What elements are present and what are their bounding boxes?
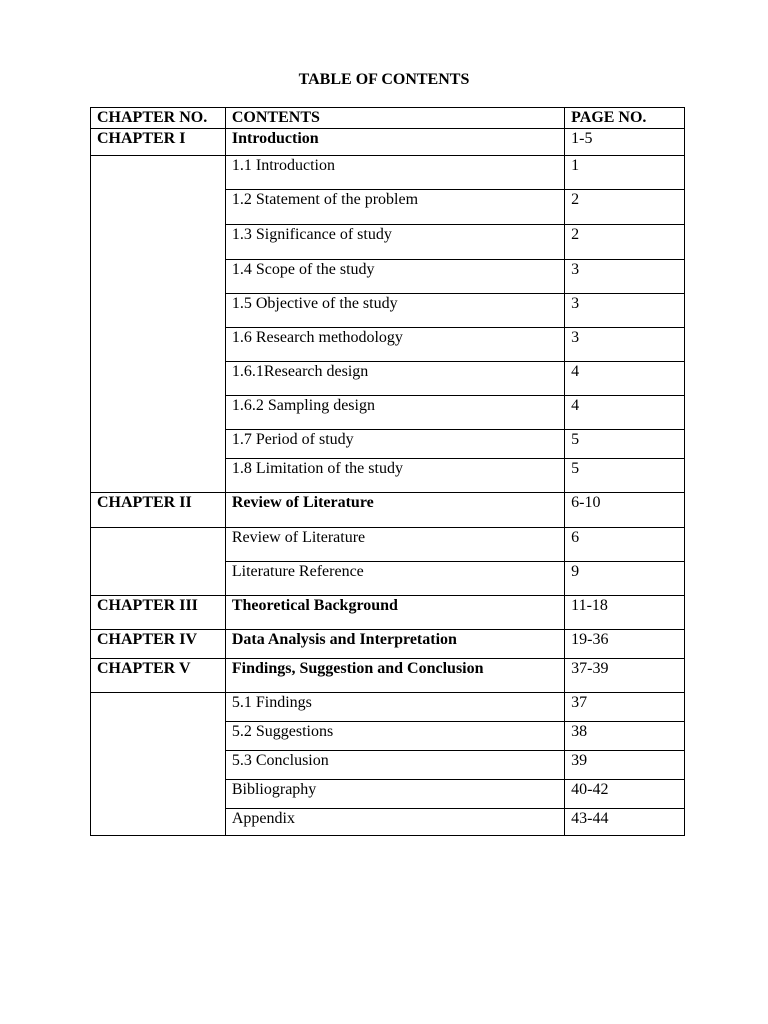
page-title: TABLE OF CONTENTS [298, 71, 470, 88]
page-number: 38 [565, 722, 685, 751]
page-number: 3 [565, 294, 685, 328]
page-range: 37-39 [565, 659, 685, 693]
page-number: 43-44 [565, 809, 685, 836]
section-title: Review of Literature [225, 528, 564, 562]
page-number: 4 [565, 396, 685, 430]
section-title: 1.8 Limitation of the study [225, 459, 564, 493]
chapter-label-empty [91, 693, 226, 836]
chapter-label: CHAPTER III [91, 596, 226, 630]
chapter-heading: Data Analysis and Interpretation [225, 630, 564, 659]
section-title: 1.6 Research methodology [225, 328, 564, 362]
page-range: 19-36 [565, 630, 685, 659]
table-row [91, 156, 685, 190]
page-number: 4 [565, 362, 685, 396]
chapter-heading: Review of Literature [225, 493, 564, 528]
page-range: 11-18 [565, 596, 685, 630]
page-number: 39 [565, 751, 685, 780]
chapter-heading: Theoretical Background [225, 596, 564, 630]
page-number: 40-42 [565, 780, 685, 809]
page-number: 5 [565, 459, 685, 493]
header-contents: CONTENTS [225, 108, 564, 129]
chapter-label: CHAPTER I [91, 129, 226, 156]
section-title: 5.2 Suggestions [225, 722, 564, 751]
chapter-row [91, 596, 685, 630]
section-title: 1.2 Statement of the problem [225, 190, 564, 225]
section-title: 5.1 Findings [225, 693, 564, 722]
page-number: 9 [565, 562, 685, 596]
chapter-heading: Findings, Suggestion and Conclusion [225, 659, 564, 693]
section-title: Literature Reference [225, 562, 564, 596]
section-title: 1.6.1Research design [225, 362, 564, 396]
page-number: 3 [565, 260, 685, 294]
chapter-label-empty [91, 156, 226, 493]
section-title: Bibliography [225, 780, 564, 809]
chapter-heading: Introduction [225, 129, 564, 156]
section-title: Appendix [225, 809, 564, 836]
section-title: 1.7 Period of study [225, 430, 564, 459]
section-title: 1.5 Objective of the study [225, 294, 564, 328]
page-number: 6 [565, 528, 685, 562]
page-range: 6-10 [565, 493, 685, 528]
chapter-row [91, 630, 685, 659]
page-number: 5 [565, 430, 685, 459]
page-number: 2 [565, 190, 685, 225]
chapter-row [91, 493, 685, 528]
chapter-label: CHAPTER IV [91, 630, 226, 659]
page-number: 2 [565, 225, 685, 260]
chapter-label: CHAPTER V [91, 659, 226, 693]
page-range: 1-5 [565, 129, 685, 156]
page-number: 3 [565, 328, 685, 362]
page-number: 1 [565, 156, 685, 190]
table-row [91, 693, 685, 722]
header-page-no: PAGE NO. [565, 108, 685, 129]
chapter-row [91, 129, 685, 156]
contents-table [90, 107, 685, 836]
table-header-row [91, 108, 685, 129]
section-title: 5.3 Conclusion [225, 751, 564, 780]
chapter-row [91, 659, 685, 693]
chapter-label: CHAPTER II [91, 493, 226, 528]
header-chapter-no: CHAPTER NO. [91, 108, 226, 129]
chapter-label-empty [91, 528, 226, 596]
page-number: 37 [565, 693, 685, 722]
section-title: 1.4 Scope of the study [225, 260, 564, 294]
section-title: 1.3 Significance of study [225, 225, 564, 260]
section-title: 1.6.2 Sampling design [225, 396, 564, 430]
section-title: 1.1 Introduction [225, 156, 564, 190]
table-row [91, 528, 685, 562]
